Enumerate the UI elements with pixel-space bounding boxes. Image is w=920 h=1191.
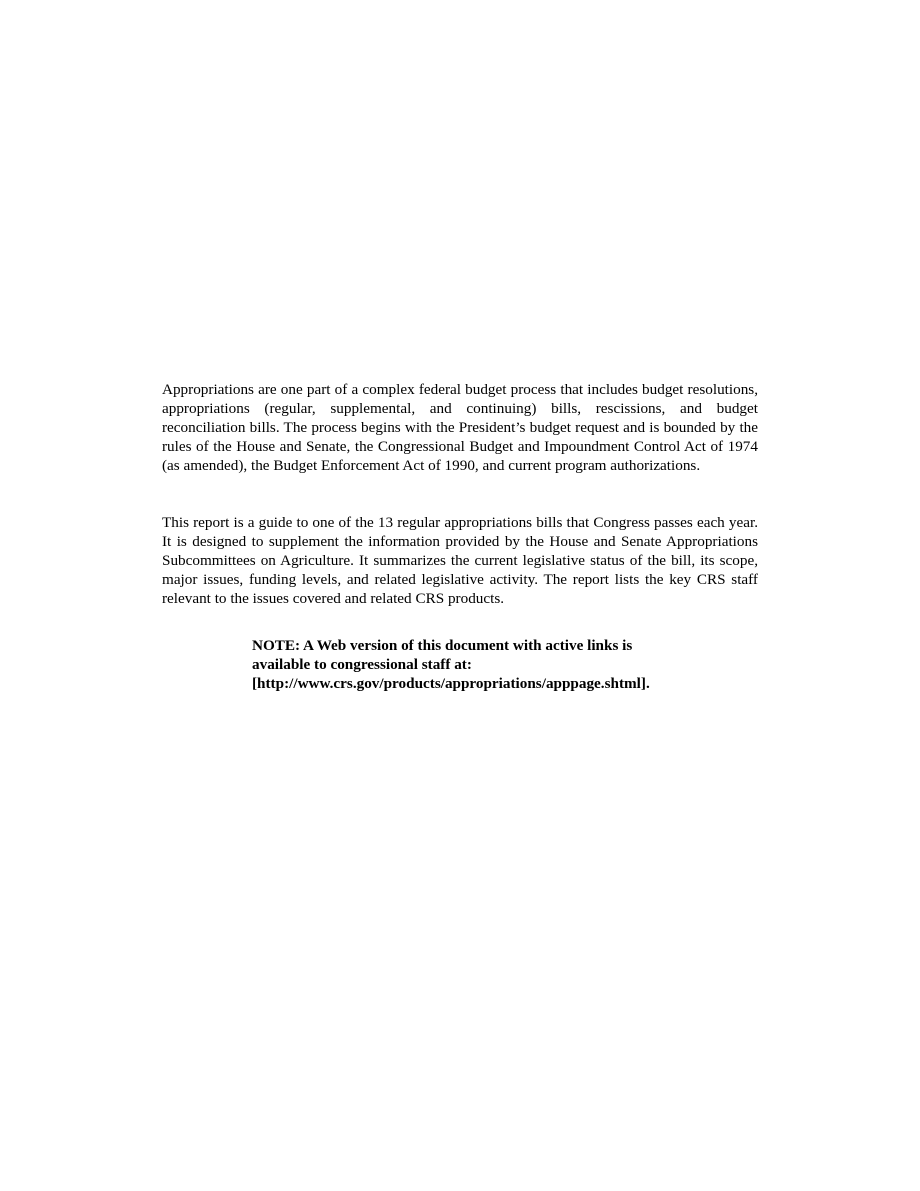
note-url-line: [http://www.crs.gov/products/appropriations/apppage.shtml].	[252, 675, 650, 692]
intro-paragraph-report-guide: This report is a guide to one of the 13 regular appropriations bills that Congress passes each year. It is designed to supplement the information provided by the House and Senate Appropriations Subcommittees on Agriculture. It summarizes the current legislative status of the bill, its scope, major issues, funding levels, and related legislative activity. The report lists the key CRS staff relevant to the issues covered and related CRS products.	[162, 514, 758, 607]
intro-paragraph-appropriations-process: Appropriations are one part of a complex federal budget process that includes budget resolutions, appropriations (regular, supplemental, and continuing) bills, rescissions, and budget reconciliation bills. The process begins with the President’s budget request and is bounded by the rules of the House and Senate, the Congressional Budget and Impoundment Control Act of 1974 (as amended), the Budget Enforcement Act of 1990, and current program authorizations.	[162, 381, 758, 474]
note-line-1: NOTE: A Web version of this document with active links is	[252, 637, 633, 654]
web-version-note	[252, 636, 732, 693]
note-line-2: available to congressional staff at:	[252, 656, 472, 673]
